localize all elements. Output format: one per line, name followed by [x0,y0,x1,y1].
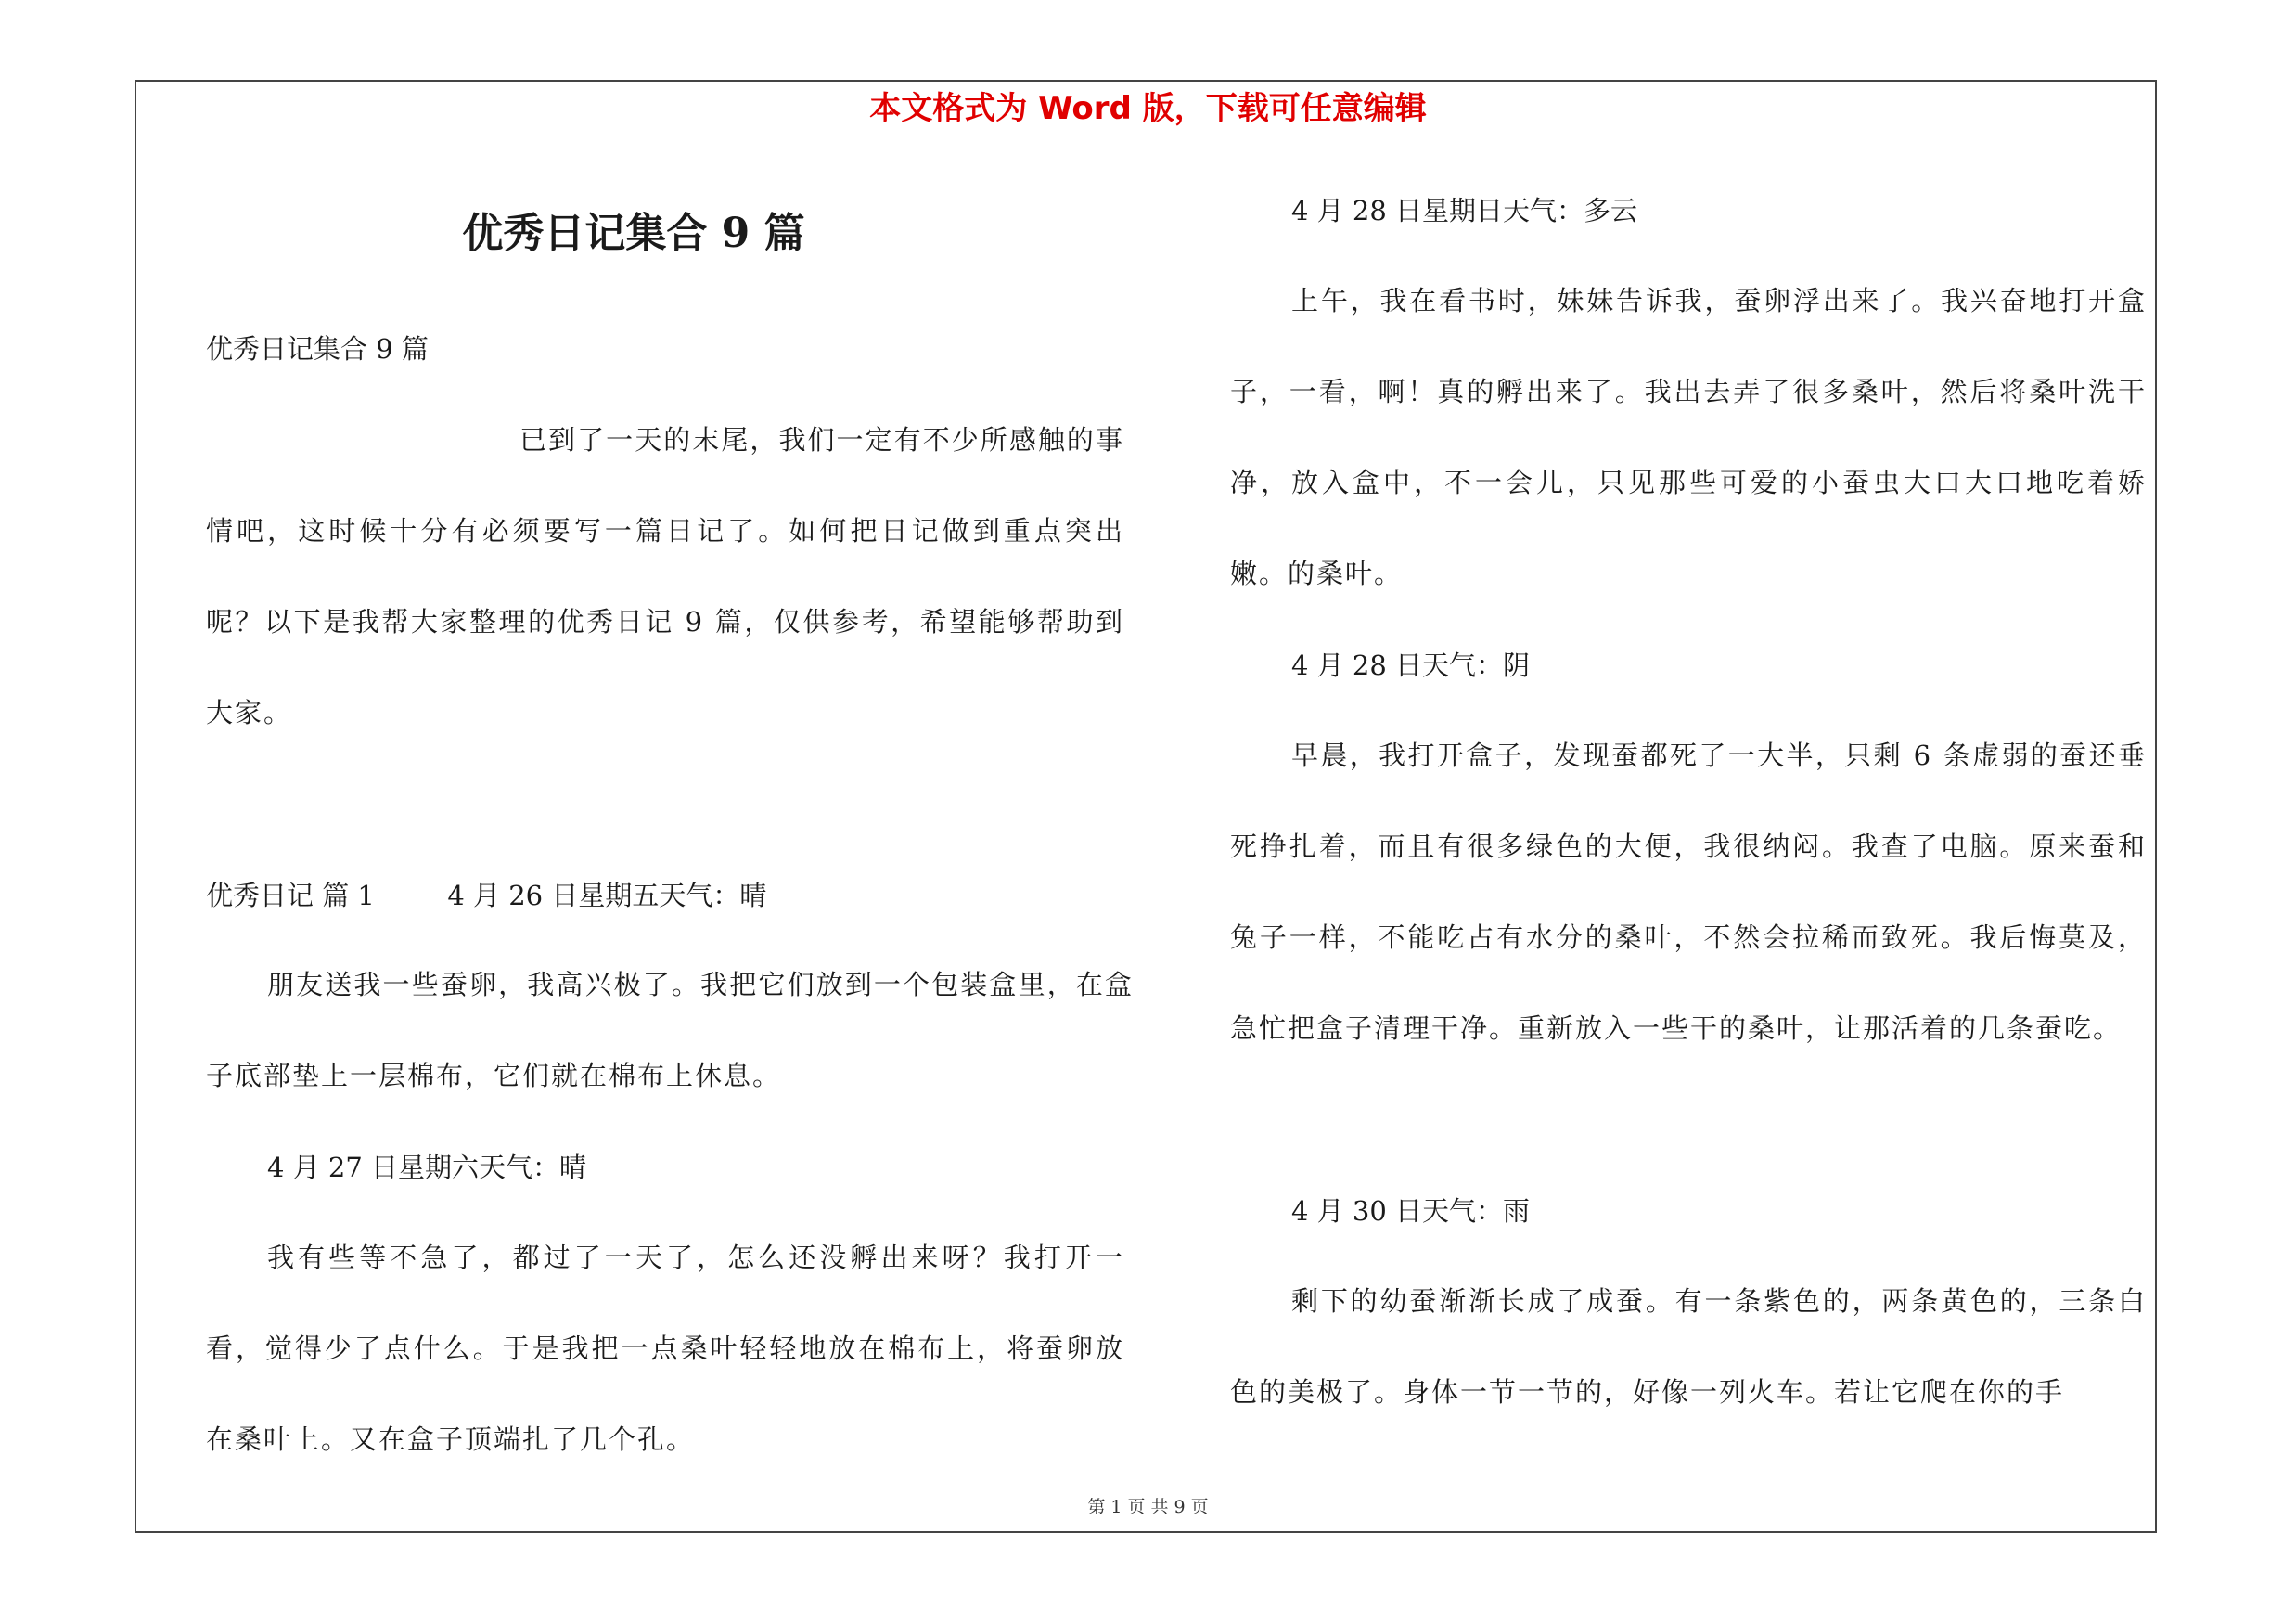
format-banner: 本文格式为 Word 版，下载可任意编辑 [869,90,1427,127]
page-number-footer: 第 1 页 共 9 页 [1087,1497,1209,1517]
entry-date: 4 月 28 日星期日天气：多云 [1291,195,1638,226]
document-subtitle: 优秀日记集合 9 篇 [206,333,429,365]
document-title: 优秀日记集合 9 篇 [462,210,805,257]
entry-date: 4 月 27 日星期六天气：晴 [267,1152,587,1183]
section-label: 优秀日记 篇 1 [206,880,375,911]
entry-text: 剩下的幼蚕渐渐长成了成蚕。有一条紫色的，两条黄色的，三条白色的美极了。身体一节一节的，好像一列火车。若让它爬在你的手 [1230,1285,2147,1408]
entry-date: 4 月 30 日天气：雨 [1291,1195,1531,1227]
entry-text: 朋友送我一些蚕卵，我高兴极了。我把它们放到一个包装盒里，在盒子底部垫上一层棉布，它们就在棉布上休息。 [206,969,1134,1091]
entry-text: 早晨，我打开盒子，发现蚕都死了一大半，只剩 6 条虚弱的蚕还垂死挣扎着，而且有很多绿色的大便，我很纳闷。我查了电脑。原来蚕和兔子一样，不能吃占有水分的桑叶，不然会拉稀而致死。我后悔莫及，急忙把盒子清理干净。重新放入一些干的桑叶，让那活着的几条蚕吃。 [1230,740,2147,1044]
intro-paragraph: 已到了一天的末尾，我们一定有不少所感触的事情吧，这时候十分有必须要写一篇日记了。如何把日记做到重点突出呢？以下是我帮大家整理的优秀日记 9 篇，仅供参考，希望能够帮助到大家。 [206,424,1124,728]
entry-date: 4 月 26 日星期五天气：晴 [447,880,767,911]
section-heading [206,877,766,914]
entry-date: 4 月 28 日天气：阴 [1291,650,1531,681]
entry-text: 我有些等不急了，都过了一天了，怎么还没孵出来呀？我打开一看，觉得少了点什么。于是我把一点桑叶轻轻地放在棉布上，将蚕卵放在桑叶上。又在盒子顶端扎了几个孔。 [206,1242,1124,1455]
entry-text: 上午，我在看书时，妹妹告诉我，蚕卵浮出来了。我兴奋地打开盒子，一看，啊！真的孵出来了。我出去弄了很多桑叶，然后将桑叶洗干净，放入盒中，不一会儿，只见那些可爱的小蚕虫大口大口地吃着娇嫩。的桑叶。 [1230,285,2147,589]
